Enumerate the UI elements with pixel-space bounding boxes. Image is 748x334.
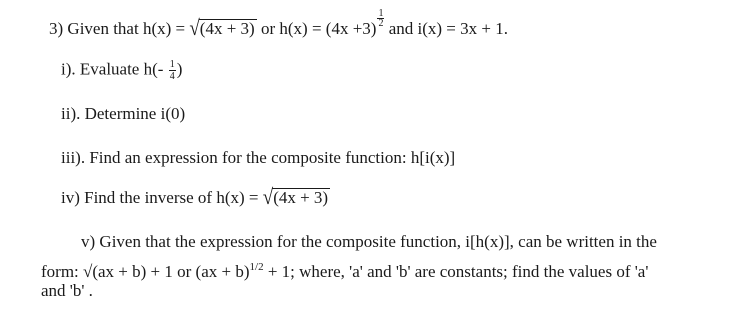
qi-suffix: ) [176,59,183,79]
q3-prefix: 3) Given that h(x) = [49,19,190,38]
question-3-statement [49,9,508,39]
question-ii: ii). Determine i(0) [61,104,186,123]
q3-middle: or h(x) = (4x +3) [256,19,377,38]
question-iv [61,185,330,210]
qiv-prefix: iv) Find the inverse of h(x) = [61,188,263,207]
radicand: (4x + 3) [273,188,329,207]
question-v-line-1: v) Given that the expression for the composite function, i[h(x)], can be written in the [81,232,657,251]
question-iii: iii). Find an expression for the composite function: h[i(x)] [61,148,456,167]
fraction-numerator: 1 [169,59,175,70]
fraction-denominator: 4 [169,71,175,82]
exponent-denominator: 2 [378,18,384,29]
q3-suffix: and i(x) = 3x + 1. [384,19,508,38]
radicand: (4x + 3) [199,19,255,38]
qv-line2-end: + 1; where, 'a' and 'b' are constants; find the values of 'a' [263,262,649,281]
sqrt-symbol: √ [262,185,274,210]
half-exponent: 1/2 [249,261,264,273]
qv-line2-start: form: √(ax + b) + 1 or (ax + b) [41,262,250,281]
question-v-line-3: and 'b' . [41,281,93,300]
qi-prefix: i). Evaluate h(- [61,59,168,79]
question-i [61,59,182,82]
exponent-numerator: 1 [378,8,384,19]
question-v-line-2 [41,257,648,282]
fraction-one-quarter [169,59,176,82]
sqrt-symbol: √ [189,16,200,41]
sqrt-expression [262,185,330,210]
sqrt-expression [189,16,256,41]
